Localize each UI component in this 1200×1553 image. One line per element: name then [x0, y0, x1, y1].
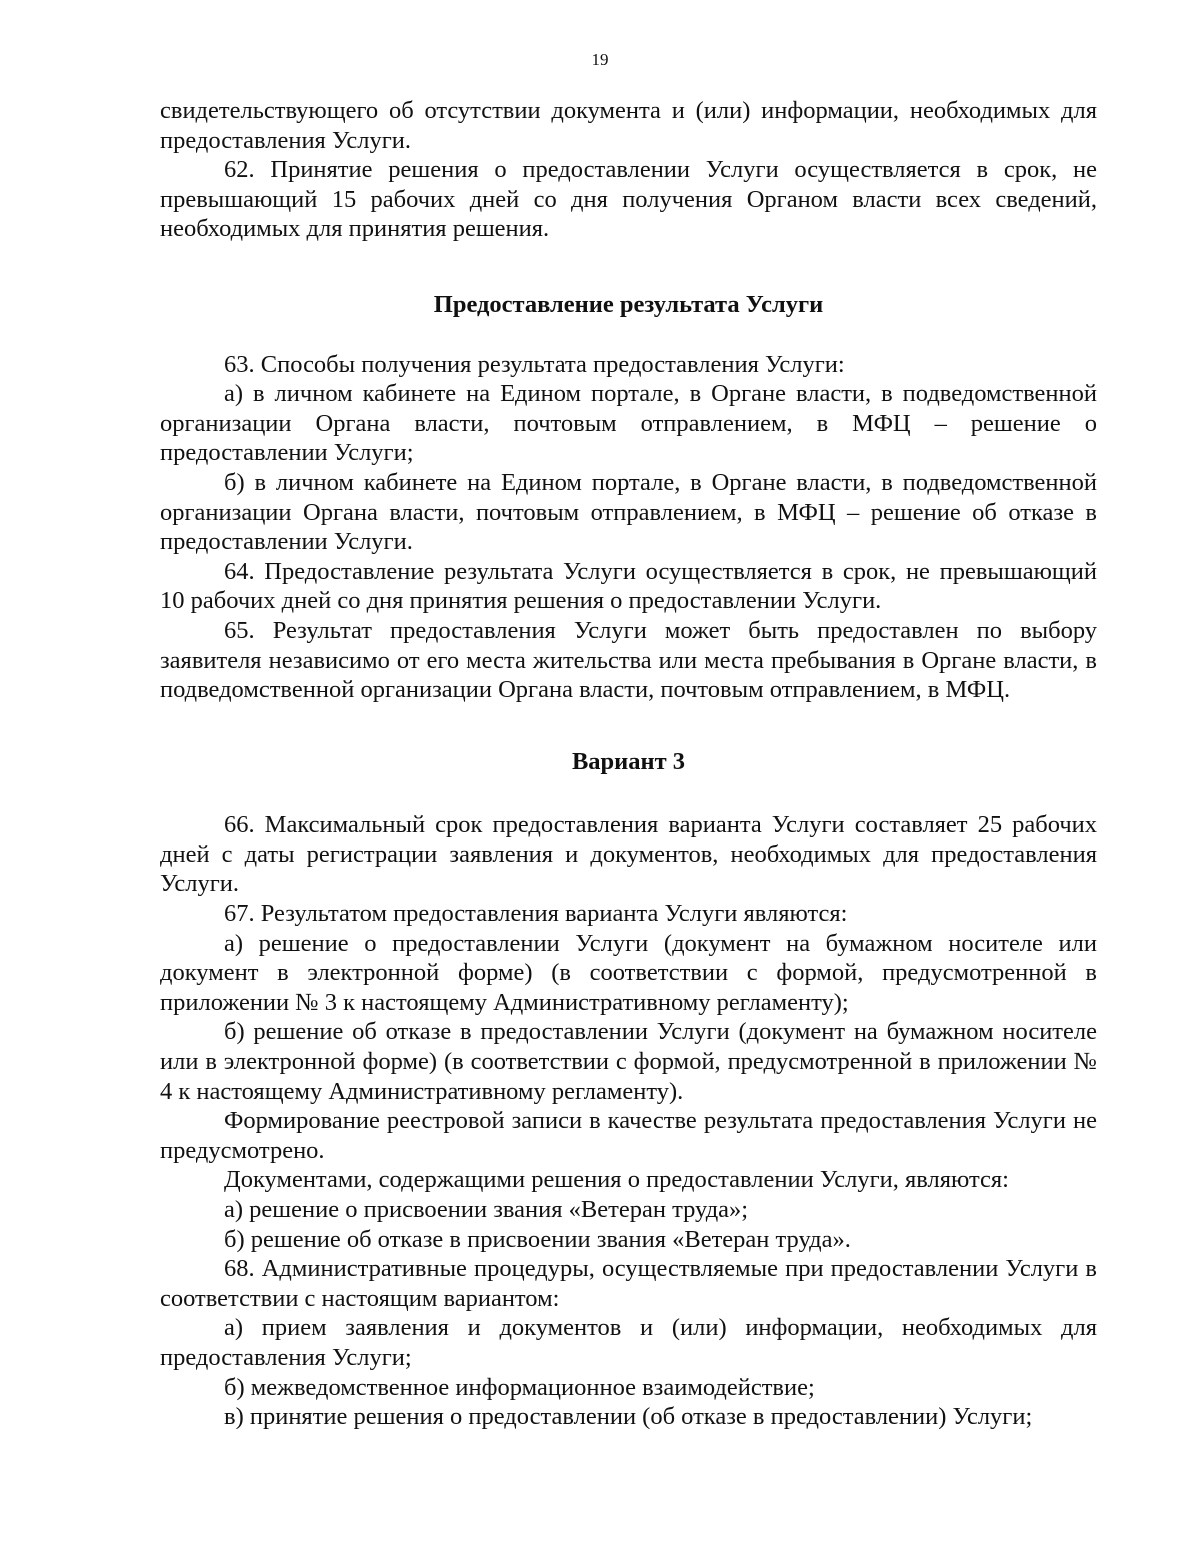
paragraph-67-b: б) решение об отказе в предоставлении Услуги (документ на бумажном носителе или в электронной форме) (в соответствии с формой, предусмотренной в приложении № 4 к настоящему Административному регламенту).: [160, 1018, 1097, 1105]
paragraph-continuation: свидетельствующего об отсутствии документа и (или) информации, необходимых для предоставления Услуги.: [160, 97, 1097, 154]
page-number: 19: [591, 50, 609, 69]
section-heading-result: Предоставление результата Услуги: [433, 290, 824, 318]
paragraph-66: 66. Максимальный срок предоставления варианта Услуги составляет 25 рабочих дней с даты регистрации заявления и документов, необходимых для предоставления Услуги.: [160, 811, 1097, 898]
paragraph-68-c: в) принятие решения о предоставлении (об отказе в предоставлении) Услуги;: [224, 1403, 1033, 1431]
paragraph-63-b: б) в личном кабинете на Едином портале, в Органе власти, в подведомственной организации Органа власти, почтовым отправлением, в МФЦ – решение об отказе в предоставлении Услуги.: [160, 468, 1097, 556]
paragraph-63-a: а) в личном кабинете на Едином портале, в Органе власти, в подведомственной организации Органа власти, почтовым отправлением, в МФЦ – решение о предоставлении Услуги;: [160, 380, 1097, 467]
section-heading-variant: Вариант 3: [571, 747, 686, 775]
paragraph-62: 62. Принятие решения о предоставлении Услуги осуществляется в срок, не превышающий 15 рабочих дней со дня получения Органом власти всех сведений, необходимых для принятия решения.: [160, 156, 1097, 243]
paragraph-decision-docs-a: а) решение о присвоении звания «Ветеран труда»;: [224, 1196, 749, 1223]
paragraph-68-a: а) прием заявления и документов и (или) информации, необходимых для предоставления Услуги;: [160, 1314, 1097, 1371]
paragraph-68-b: б) межведомственное информационное взаимодействие;: [224, 1373, 815, 1401]
paragraph-68: 68. Административные процедуры, осуществляемые при предоставлении Услуги в соответствии с настоящим вариантом:: [160, 1255, 1097, 1312]
paragraph-decision-docs-b: б) решение об отказе в присвоении звания «Ветеран труда».: [224, 1225, 851, 1253]
paragraph-67-a: а) решение о предоставлении Услуги (документ на бумажном носителе или документ в электронной форме) (в соответствии с формой, предусмотренной в приложении № 3 к настоящему Административному регламенту);: [160, 929, 1097, 1016]
paragraph-65: 65. Результат предоставления Услуги может быть предоставлен по выбору заявителя независимо от его места жительства или места пребывания в Органе власти, в подведомственной организации Органа власти, почтовым отправлением, в МФЦ.: [160, 616, 1097, 704]
paragraph-63: 63. Способы получения результата предоставления Услуги:: [224, 350, 845, 378]
paragraph-64: 64. Предоставление результата Услуги осуществляется в срок, не превышающий 10 рабочих дней со дня принятия решения о предоставлении Услуги.: [160, 557, 1097, 615]
paragraph-decision-docs: Документами, содержащими решения о предоставлении Услуги, являются:: [224, 1166, 1009, 1194]
paragraph-registry-note: Формирование реестровой записи в качестве результата предоставления Услуги не предусмотрено.: [160, 1107, 1097, 1164]
paragraph-67: 67. Результатом предоставления варианта Услуги являются:: [224, 900, 848, 928]
document-body: [160, 96, 1097, 1432]
